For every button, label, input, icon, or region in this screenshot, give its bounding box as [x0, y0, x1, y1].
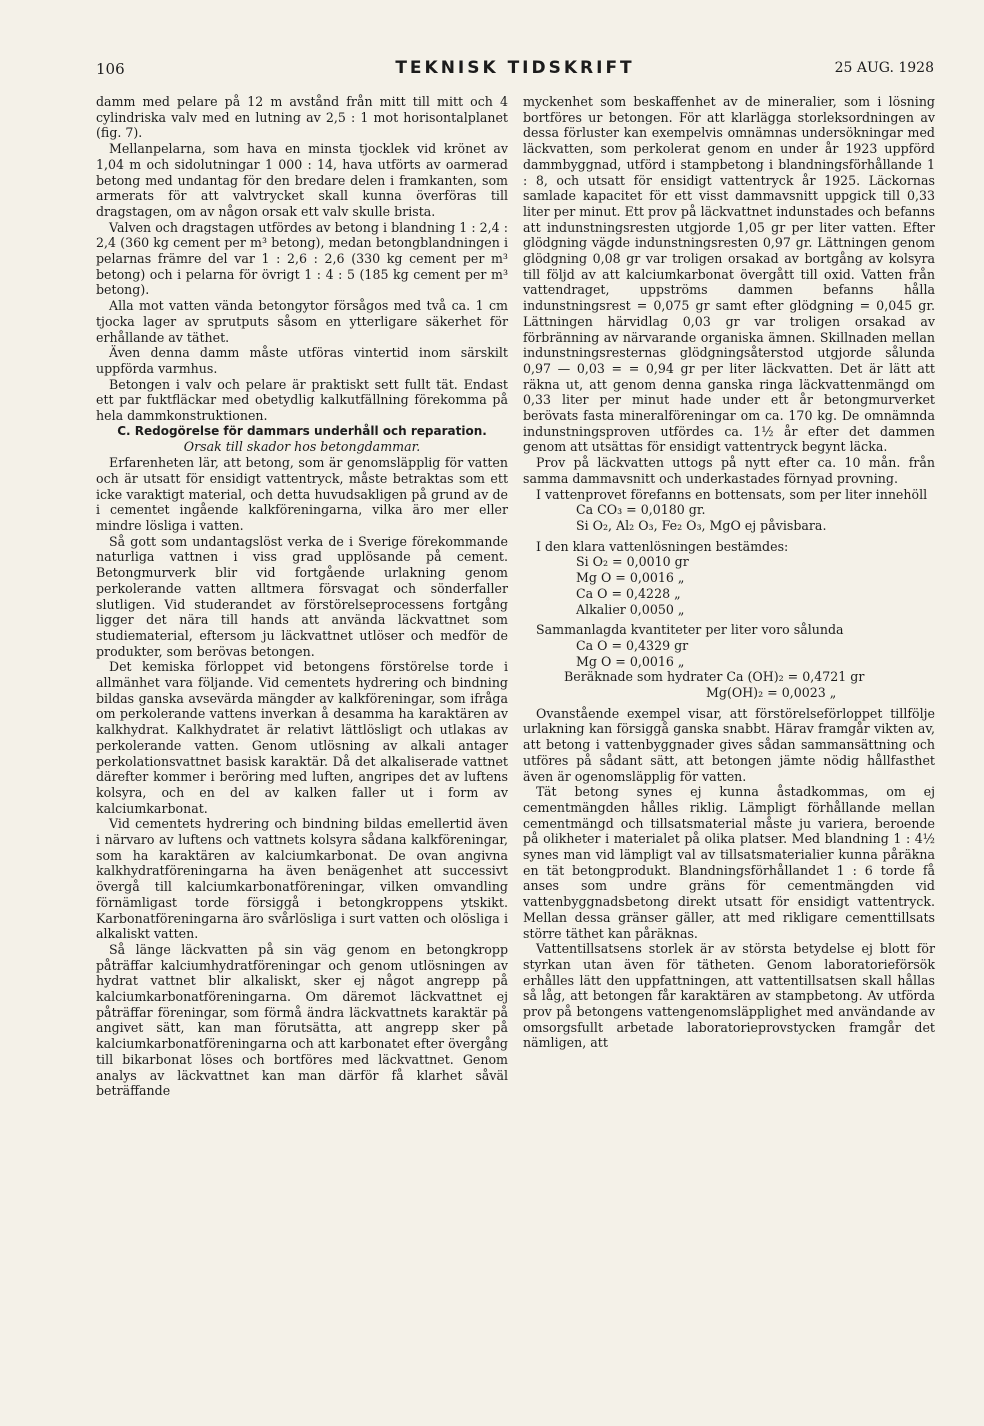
- left-column: [96, 94, 508, 1099]
- paragraph: I vattenprovet förefanns en bottensats, som per liter innehöll: [536, 486, 928, 502]
- paragraph: Vattentillsatsens storlek är av största betydelse ej blott för styrkan utan även för tätheten. Genom laboratorieförsök erhålles lätt den uppfattningen, att vattentillsatsen skall hållas så låg, att betongen får karaktären av stampbetong. Av utförda prov på betongens vattengenomsläpplighet med användande av omsorgsfullt arbetade laboratorieprovstycken framgår det nämligen, att: [523, 941, 935, 1051]
- paragraph: Så gott som undantagslöst verka de i Sverige förekommande naturliga vattnen i viss grad upplösande på cement. Betongmurverk blir vid fortgående urlakning genom perkolerande vatten alltmera försvagat och sönderfaller slutligen. Vid studerandet av förstörelseprocessens fortgång ligger det nära till hands att använda läckvattnet som studiematerial, eftersom ju läckvattnet utlöser och medför de produkter, som berövas betongen.: [96, 533, 508, 659]
- paragraph: Prov på läckvatten uttogs på nytt efter ca. 10 mån. från samma dammavsnitt och underkastades förnyad provning.: [523, 455, 935, 486]
- issue-date: 25 AUG. 1928: [834, 60, 934, 76]
- paragraph: Vid cementets hydrering och bindning bildas emellertid även i närvaro av luftens och vattnets kolsyra sådana kalkföreningar, som ha karaktären av kalciumkarbonat. De ovan angivna kalkhydratföreningarna ha även benägenhet att successivt övergå till kalciumkarbonatföreningar, vilken omvandling förnämligast torde försiggå i betongkroppens ytskikt. Karbonatföreningarna äro svårlösliga i surt vatten och olösliga i alkaliskt vatten.: [96, 816, 508, 942]
- paragraph: I den klara vattenlösningen bestämdes:: [536, 538, 789, 554]
- paragraph: Även denna damm måste utföras vintertid inom särskilt uppförda varmhus.: [96, 345, 508, 376]
- formula-line: Si O₂, Al₂ O₃, Fe₂ O₃, MgO ej påvisbara.: [576, 517, 827, 533]
- paragraph: Valven och dragstagen utfördes av betong i blandning 1 : 2,4 : 2,4 (360 kg cement per m³ betong), medan betongblandningen i pelarnas främre del var 1 : 2,6 : 2,6 (330 kg cement per m³ betong) och i pelarna för övrigt 1 : 4 : 5 (185 kg cement per m³ betong).: [96, 219, 508, 298]
- paragraph: Sammanlagda kvantiteter per liter voro sålunda: [536, 622, 844, 638]
- formula-line: Mg(OH)₂ = 0,0023 „: [706, 685, 837, 701]
- right-column: [523, 94, 935, 1051]
- formula-line: Ca CO₃ = 0,0180 gr.: [576, 502, 706, 518]
- formula-line: Mg O = 0,0016 „: [576, 653, 685, 669]
- section-heading: C. Redogörelse för dammars underhåll och reparation.: [117, 423, 487, 438]
- paragraph: Ovanstående exempel visar, att förstörelseförloppet tillfölje urlakning kan försiggå ganska snabbt. Härav framgår vikten av, att betong i vattenbyggnader gives sådan sammansättning och utföres på sådant sätt, att betongen jämte nödig hållfasthet även är ogenomsläpplig för vatten.: [523, 705, 935, 784]
- paragraph: Erfarenheten lär, att betong, som är genomsläpplig för vatten och är utsatt för ensidigt vattentryck, måste betraktas som ett icke varaktigt material, och detta huvudsakligen på grund av de i cementet ingående kalkföreningarna, vilka äro mer eller mindre lösliga i vatten.: [96, 455, 508, 533]
- journal-title: TEKNISK TIDSKRIFT: [395, 58, 635, 78]
- paragraph: Tät betong synes ej kunna åstadkommas, om ej cementmängden hålles riklig. Lämpligt förhållande mellan cementmängd och tillsatsmaterial måste ju variera, beroende på olikheter i materialet på olika platser. Med blandning 1 : 4½ synes man vid lämpligt val av tillsatsmaterialier kunna påräkna en tät betongprodukt. Blandningsförhållandet 1 : 6 torde få anses som undre gräns för cementmängden vid vattenbyggnadsbetong direkt utsatt för ensidigt vattentryck. Mellan dessa gränser gäller, att med rikligare cementtillsats större täthet kan påräknas.: [523, 784, 935, 941]
- formula-line: Beräknade som hydrater Ca (OH)₂ = 0,4721 gr: [564, 669, 865, 685]
- paragraph: myckenhet som beskaffenhet av de mineralier, som i lösning bortföres ur betongen. För att klarlägga storleksordningen av dessa förluster kan exempelvis omnämnas undersökningar med läckvatten, som perkolerat genom en under år 1923 uppförd dammbyggnad, utförd i stampbetong i blandningsförhållande 1 : 8, och utsatt för ensidigt vattentryck år 1925. Läckornas samlade kapacitet för ett visst dammavsnitt uppgick till 0,33 liter per minut. Ett prov på läckvattnet indunstades och befanns att indunstningsresten utgjorde 1,05 gr per liter vatten. Efter glödgning vägde indunstningsresten 0,97 gr. Lättningen genom glödgning 0,08 gr var troligen orsakad av bortgång av kolsyra till följd av att kalciumkarbonat övergått till oxid. Vatten från vattendraget, uppströms dammen befanns hålla indunstningsrest = 0,075 gr samt efter glödgning = 0,045 gr. Lättningen härvidlag 0,03 gr var troligen orsakad av förbränning av närvarande organiska ämnen. Skillnaden mellan indunstningsresternas glödgningsåterstod utgjorde sålunda 0,97 — 0,03 = = 0,94 gr per liter läckvatten. Det är lätt att räkna ut, att genom denna ganska ringa läckvattenmängd om 0,33 liter per minut hade under ett år betongmurverket berövats fasta mineralföreningar om ca. 170 kg. De omnämnda indunstningsproven utfördes ca. 1½ år efter det dammen genom att utsättas för ensidigt vattentryck begynt läcka.: [523, 94, 935, 455]
- formula-line: Ca O = 0,4329 gr: [576, 637, 689, 653]
- formula-line: Mg O = 0,0016 „: [576, 570, 685, 586]
- paragraph: Alla mot vatten vända betongytor försågos med två ca. 1 cm tjocka lager av sprutputs såsom en ytterligare säkerhet för erhållande av täthet.: [96, 298, 508, 345]
- formula-line: Alkalier 0,0050 „: [576, 601, 685, 617]
- paragraph: Det kemiska förloppet vid betongens förstörelse torde i allmänhet vara följande. Vid cementets hydrering och bindning bildas ganska avsevärda mängder av kalkföreningar, som ifråga om perkolerande vattens inverkan å desamma ha karaktären av kalkhydrat. Kalkhydratet är relativt lättlösligt och utlakas av perkolerande vatten. Genom utlösning av alkali antager perkolationsvattnet basisk karaktär. Då det alkaliserade vattnet därefter kommer i beröring med luften, angripes det av luftens kolsyra, och en del av kalken faller ut i form av kalciumkarbonat.: [96, 659, 508, 816]
- formula-line: Si O₂ = 0,0010 gr: [576, 554, 689, 570]
- section-subheading: Orsak till skador hos betongdammar.: [183, 439, 421, 455]
- running-header: [96, 58, 934, 82]
- formula-line: Ca O = 0,4228 „: [576, 585, 681, 601]
- page-number: 106: [96, 60, 125, 78]
- paragraph: Mellanpelarna, som hava en minsta tjocklek vid krönet av 1,04 m och sidolutningar 1 000 : 14, hava utförts av oarmerad betong med undantag för den bredare delen i framkanten, som armerats för att valvtrycket skall kunna överföras till dragstagen, om av någon orsak ett valv skulle brista.: [96, 141, 508, 219]
- paragraph: damm med pelare på 12 m avstånd från mitt till mitt och 4 cylindriska valv med en lutning av 2,5 : 1 mot horisontalplanet (fig. 7).: [96, 94, 508, 141]
- paragraph: Så länge läckvatten på sin väg genom en betongkropp påträffar kalciumhydratföreningar och genom utlösningen av hydrat vattnet blir alkaliskt, sker ej något angrepp på kalciumkarbonatföreningarna. Om däremot läckvattnet ej påträffar föreningar, som förmå ändra läckvattnets karaktär på angivet sätt, kan man förutsätta, att angrepp sker på kalciumkarbonatföreningarna och att karbonatet efter övergång till bikarbonat löses och bortföres med läckvattnet. Genom analys av läckvattnet kan man därför få klarhet såväl beträffande: [96, 941, 508, 1099]
- paragraph: Betongen i valv och pelare är praktiskt sett fullt tät. Endast ett par fuktfläckar med obetydlig kalkutfällning förekomma på hela dammkonstruktionen.: [96, 376, 508, 424]
